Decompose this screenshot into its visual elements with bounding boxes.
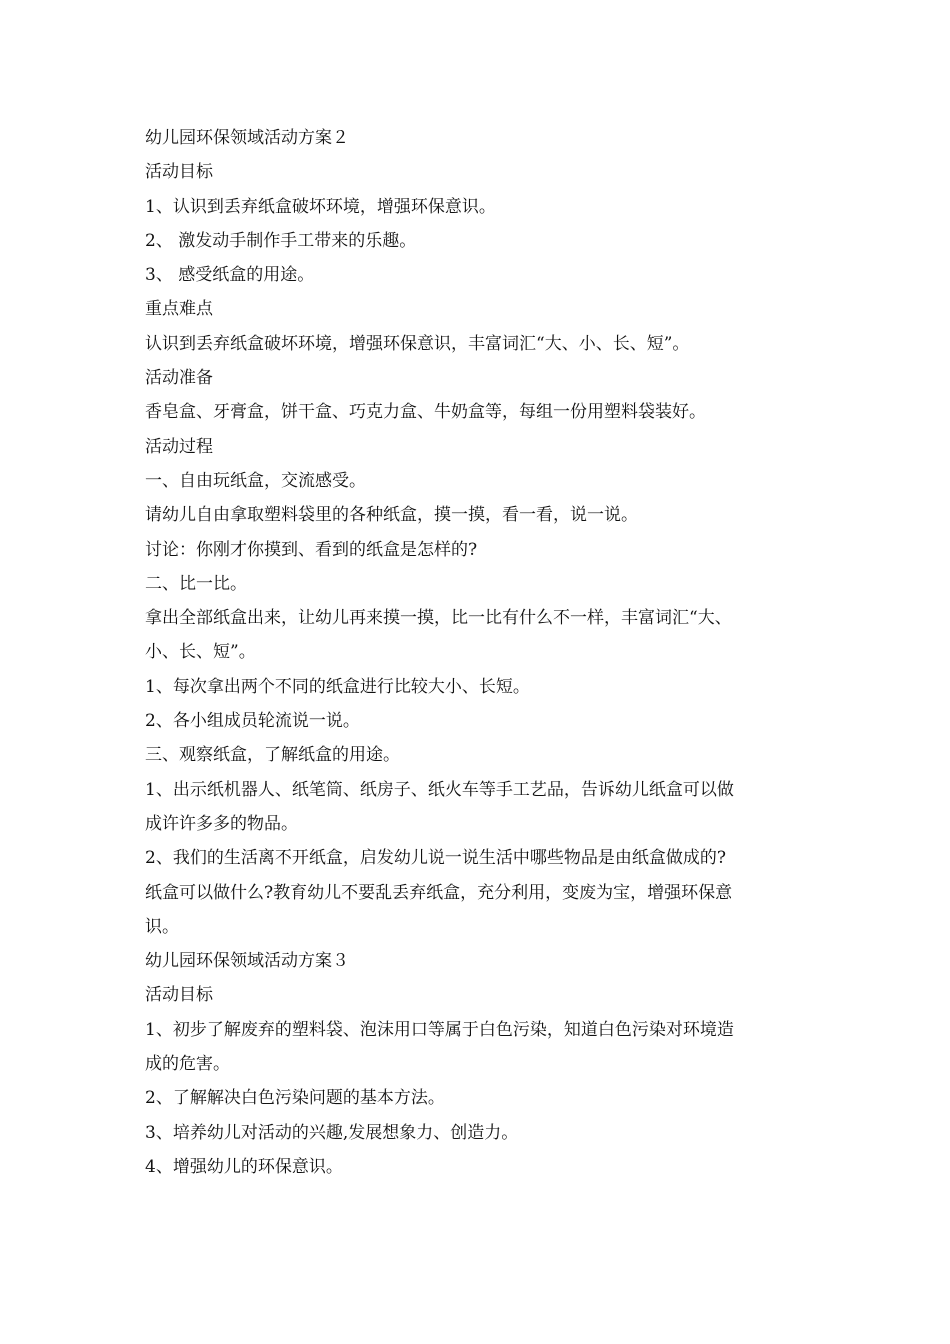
objective-item: 1、认识到丢弃纸盒破坏环境，增强环保意识。	[145, 196, 496, 217]
process-text: 2、各小组成员轮流说一说。	[145, 711, 360, 732]
document-body	[145, 121, 825, 1184]
objective-item: 3、培养幼儿对活动的兴趣,发展想象力、创造力。	[145, 1122, 519, 1143]
objective-item: 1、初步了解废弃的塑料袋、泡沫用口等属于白色污染，知道白色污染对环境造	[145, 1019, 734, 1040]
process-text: 拿出全部纸盒出来，让幼儿再来摸一摸，比一比有什么不一样，丰富词汇“大、	[145, 608, 732, 629]
process-text: 请幼儿自由拿取塑料袋里的各种纸盒，摸一摸，看一看，说一说。	[145, 505, 638, 526]
objective-item: 2、 激发动手制作手工带来的乐趣。	[145, 230, 417, 251]
preparation-text: 香皂盒、牙膏盒，饼干盒、巧克力盒、牛奶盒等，每组一份用塑料袋装好。	[145, 402, 706, 423]
section-title: 幼儿园环保领域活动方案３	[145, 951, 349, 972]
process-step: 二、比一比。	[145, 573, 247, 594]
process-text: 小、长、短”。	[145, 642, 256, 663]
process-text: 2、我们的生活离不开纸盒，启发幼儿说一说生活中哪些物品是由纸盒做成的?	[145, 848, 726, 869]
objective-item: 成的危害。	[145, 1054, 230, 1075]
heading-key-points: 重点难点	[145, 299, 213, 320]
objective-item: 2、了解解决白色污染问题的基本方法。	[145, 1088, 445, 1109]
heading-objectives: 活动目标	[145, 162, 213, 183]
key-points-text: 认识到丢弃纸盒破坏环境，增强环保意识，丰富词汇“大、小、长、短”。	[145, 333, 690, 354]
process-text: 1、每次拿出两个不同的纸盒进行比较大小、长短。	[145, 676, 530, 697]
process-text: 纸盒可以做什么?教育幼儿不要乱丢弃纸盒，充分利用，变废为宝，增强环保意	[145, 882, 733, 903]
section-title: 幼儿园环保领域活动方案２	[145, 128, 349, 148]
process-text: 1、出示纸机器人、纸笔筒、纸房子、纸火车等手工艺品，告诉幼儿纸盒可以做	[145, 779, 734, 800]
heading-preparation: 活动准备	[145, 368, 213, 389]
objective-item: 3、 感受纸盒的用途。	[145, 265, 315, 286]
heading-objectives: 活动目标	[145, 985, 213, 1006]
heading-process: 活动过程	[145, 436, 213, 457]
process-step: 三、观察纸盒，了解纸盒的用途。	[145, 745, 400, 766]
process-text: 成许许多多的物品。	[145, 813, 298, 834]
process-step: 一、自由玩纸盒，交流感受。	[145, 470, 366, 491]
process-text: 讨论：你刚才你摸到、看到的纸盒是怎样的?	[145, 539, 478, 560]
objective-item: 4、增强幼儿的环保意识。	[145, 1156, 343, 1177]
process-text: 识。	[145, 916, 179, 937]
